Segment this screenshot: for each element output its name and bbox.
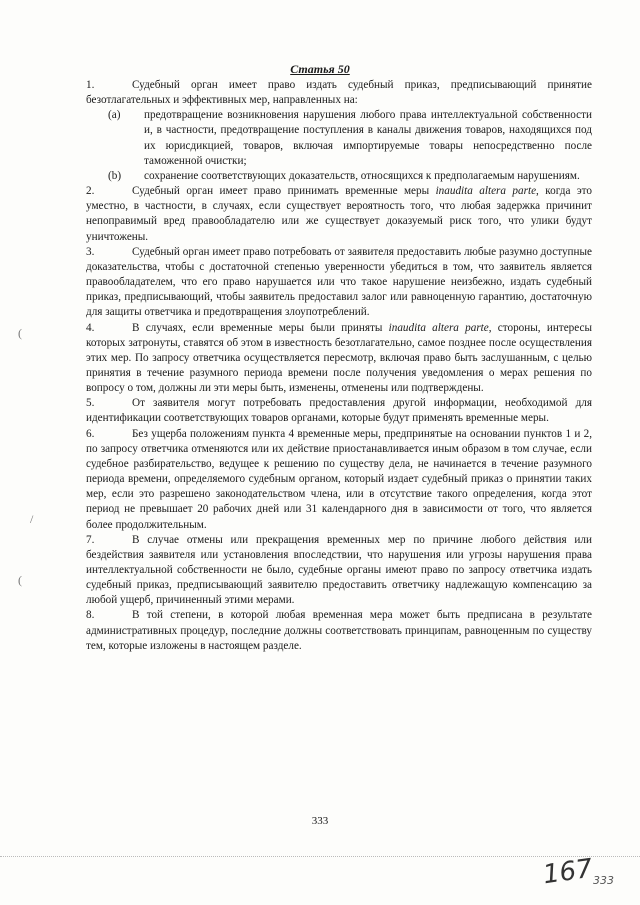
paragraph-3: 3. Судебный орган имеет право потребовать от заявителя предоставить любые разумно доступные доказательства, чтобы с достаточной степенью уверенности убедиться в том, что заявитель является правообладателем, что его право нарушается или что такое нарушение неизбежно, издать судебный приказ, предписывающий, чтобы заявитель предоставил залог или равноценную гарантию, достаточную для защиты ответчика и предотвращения злоупотреблений. [86,245,592,319]
paragraph-5: 5. От заявителя могут потребовать предоставления другой информации, необходимой для идентификации соответствующих товаров органами, которые будут применять временные меры. [86,397,592,425]
paragraph-4: 4. В случаях, если временные меры были приняты inaudita altera parte, стороны, интересы которых затронуты, ставятся об этом в известность безотлагательно, самое позднее после осуществления этих мер. По запросу ответчика осуществляется пересмотр, включая право быть заслушанным, с целью принятия в течение разумного периода времени после получения уведомления о мерах решения по вопросу о том, должны ли эти меры быть, изменены, отменены или подтверждены. [86,321,592,395]
subitem-b: (b) сохранение соответствующих доказательств, относящихся к предполагаемым нарушениям. [108,169,580,182]
paragraph-1: 1. Судебный орган имеет право издать судебный приказ, предписывающий принятие безотлагательных и эффективных мер, направленных на: [86,79,592,107]
paragraph-8: 8. В той степени, в которой любая временная мера может быть предписана в результате административных процедур, последние должны соответствовать принципам, равноценным по существу тем, которые изложены в настоящем разделе. [86,609,592,652]
page-number: 333 [311,815,329,827]
article-body [86,78,592,654]
paragraph-6: 6. Без ущерба положениям пункта 4 временные меры, предпринятые на основании пунктов 1 и 2, по запросу ответчика отменяются или их действие приостанавливается иным образом в том случае, если судебное разбирательство, ведущее к решению по существу дела, не начинается в течение разумного периода времени, определяемого судебным органом, который издает судебный приказ о принятии таких мер, если это разрешено законодательством члена, или в отсутствие такого определения, когда этот период не превышает 20 рабочих дней или 31 календарного дня в зависимости от того, что является более продолжительным. [86,427,592,531]
subitem-a: (a) предотвращение возникновения нарушения любого права интеллектуальной собственности и, в частности, предотвращение поступления в каналы движения товаров, находящихся под их юрисдикцией, товаров, включая импортируемые товары непосредственно после таможенной очистки; [108,109,592,167]
paragraph-7: 7. В случае отмены или прекращения временных мер по причине любого действия или бездействия заявителя или установления впоследствии, что нарушения или угрозы нарушения права интеллектуальной собственности не было, судебные органы имеют право по запросу ответчика издать судебный приказ, предписывающий заявителю предоставить ответчику надлежащую компенсацию за любой ущерб, причиненный этими мерами. [86,533,592,607]
article-title: Статья 50 [290,62,350,76]
paragraph-2: 2. Судебный орган имеет право принимать временные меры inaudita altera parte, когда это уместно, в частности, в случаях, если существует вероятность того, что любая задержка причинит непоправимый вред правообладателю или же существует доказуемый риск того, что улики будут уничтожены. [86,185,592,243]
margin-slash-mark: / [30,512,34,526]
margin-bracket-mark: ( [18,573,22,587]
margin-bracket-mark: ( [18,326,22,340]
handwritten-folio-stamp: 167333 [541,853,614,891]
